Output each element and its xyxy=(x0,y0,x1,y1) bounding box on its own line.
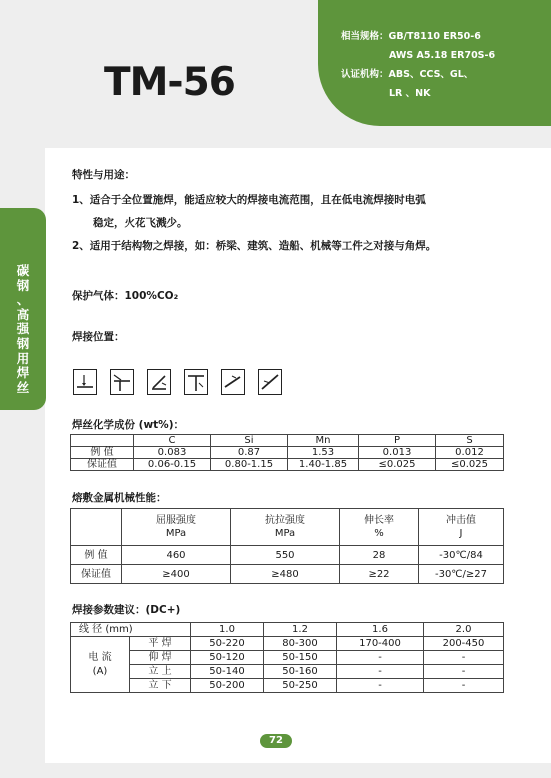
table-cell: 保证值 xyxy=(71,565,122,584)
table-cell: -30℃/84 xyxy=(419,546,504,565)
shield-gas-value: 100%CO₂ xyxy=(124,290,179,302)
table-cell: 28 xyxy=(340,546,419,565)
table-header: S xyxy=(436,435,504,447)
spec-standard-aws: AWS A5.18 ER70S-6 xyxy=(389,50,496,61)
table-cell: ≥480 xyxy=(231,565,340,584)
feature-item-1-cont: 稳定，火花飞溅少。 xyxy=(93,217,188,229)
table-row xyxy=(71,651,504,665)
chem-heading: 焊丝化学成份 (wt%)： xyxy=(72,419,184,431)
table-cell xyxy=(71,435,134,447)
cert-label: 认证机构： xyxy=(341,69,389,80)
table-cell: 1.53 xyxy=(288,447,359,459)
category-label xyxy=(0,264,46,395)
table-cell: 例 值 xyxy=(71,447,134,459)
features-heading: 特性与用途： xyxy=(72,169,135,181)
table-header: 抗拉强度 MPa xyxy=(231,509,340,546)
table-cell: - xyxy=(337,679,424,693)
category-char: 、 xyxy=(16,292,30,308)
current-unit: (A) xyxy=(92,665,108,677)
category-char: 钢 xyxy=(16,335,30,351)
table-row xyxy=(71,665,504,679)
table-cell: 170-400 xyxy=(337,637,424,651)
positions-heading: 焊接位置： xyxy=(72,331,125,343)
table-cell: -30℃/≥27 xyxy=(419,565,504,584)
current-label xyxy=(71,637,130,693)
table-cell: 550 xyxy=(231,546,340,565)
table-header: 冲击值 J xyxy=(419,509,504,546)
chem-table xyxy=(70,434,504,471)
table-cell: - xyxy=(337,651,424,665)
table-cell: 50-160 xyxy=(264,665,337,679)
table-row xyxy=(71,447,504,459)
table-cell: 0.87 xyxy=(211,447,288,459)
table-cell: ≥22 xyxy=(340,565,419,584)
table-header: 1.2 xyxy=(264,623,337,637)
table-header: 2.0 xyxy=(424,623,504,637)
table-row xyxy=(71,509,504,546)
category-char: 焊 xyxy=(16,365,30,381)
product-title: TM-56 xyxy=(104,60,235,105)
table-row xyxy=(71,546,504,565)
shield-gas-label: 保护气体： xyxy=(72,290,125,302)
spec-standard-gb: GB/T8110 ER50-6 xyxy=(388,31,481,42)
table-cell: 50-120 xyxy=(191,651,264,665)
table-cell: - xyxy=(424,651,504,665)
current-label-text: 电 流 xyxy=(88,651,112,663)
category-char: 用 xyxy=(16,350,30,366)
welding-positions xyxy=(73,369,282,395)
category-char: 高 xyxy=(16,306,30,322)
params-table xyxy=(70,622,504,693)
flat-position-icon xyxy=(73,369,97,395)
mech-heading: 熔敷金属机械性能： xyxy=(72,492,167,504)
spec-panel xyxy=(318,0,551,126)
table-cell: 0.012 xyxy=(436,447,504,459)
spec-label: 相当规格： xyxy=(341,31,389,42)
cert-bodies-2: LR 、NK xyxy=(389,88,431,99)
cert-bodies-1: ABS、CCS、GL、 xyxy=(388,69,474,80)
table-cell: 立 上 xyxy=(130,665,191,679)
table-cell: 50-250 xyxy=(264,679,337,693)
table-header: 线 径 (mm) xyxy=(71,623,191,637)
category-char: 强 xyxy=(16,321,30,337)
table-cell: 80-300 xyxy=(264,637,337,651)
table-header: P xyxy=(359,435,436,447)
table-cell: 立 下 xyxy=(130,679,191,693)
table-cell: 0.06-0.15 xyxy=(134,459,211,471)
table-row xyxy=(71,565,504,584)
table-header: Mn xyxy=(288,435,359,447)
table-cell xyxy=(71,509,122,546)
table-row xyxy=(71,459,504,471)
table-cell: - xyxy=(424,665,504,679)
params-heading: 焊接参数建议：(DC+) xyxy=(72,604,181,616)
table-cell: - xyxy=(424,679,504,693)
table-cell: 0.083 xyxy=(134,447,211,459)
table-header: 伸长率 % xyxy=(340,509,419,546)
table-cell: 50-140 xyxy=(191,665,264,679)
horizontal-butt-icon xyxy=(221,369,245,395)
table-cell: 保证值 xyxy=(71,459,134,471)
category-char: 丝 xyxy=(16,379,30,395)
table-cell: 0.80-1.15 xyxy=(211,459,288,471)
table-header: 屈服强度 MPa xyxy=(122,509,231,546)
cert-line-1 xyxy=(341,68,473,81)
table-row xyxy=(71,623,504,637)
table-cell: 0.013 xyxy=(359,447,436,459)
table-cell: 50-200 xyxy=(191,679,264,693)
feature-item-2: 2、适用于结构物之焊接，如：桥梁、建筑、造船、机械等工件之对接与角焊。 xyxy=(72,240,437,252)
table-header: C xyxy=(134,435,211,447)
t-joint-icon xyxy=(184,369,208,395)
flat-fillet-icon xyxy=(147,369,171,395)
table-cell: - xyxy=(337,665,424,679)
table-cell: 平 焊 xyxy=(130,637,191,651)
category-char: 碳 xyxy=(16,263,30,278)
horizontal-fillet-icon xyxy=(110,369,134,395)
table-cell: 50-150 xyxy=(264,651,337,665)
spec-line-1 xyxy=(341,30,481,43)
shield-gas xyxy=(72,289,178,303)
table-cell: 1.40-1.85 xyxy=(288,459,359,471)
table-cell: ≤0.025 xyxy=(436,459,504,471)
table-row xyxy=(71,637,504,651)
table-header: 1.0 xyxy=(191,623,264,637)
table-cell: 460 xyxy=(122,546,231,565)
overhead-fillet-icon xyxy=(258,369,282,395)
table-header: 1.6 xyxy=(337,623,424,637)
table-cell: 仰 焊 xyxy=(130,651,191,665)
table-row xyxy=(71,679,504,693)
mech-table xyxy=(70,508,504,584)
table-cell: ≤0.025 xyxy=(359,459,436,471)
page-number: 72 xyxy=(260,734,292,748)
table-cell: ≥400 xyxy=(122,565,231,584)
table-cell: 50-220 xyxy=(191,637,264,651)
category-char: 钢 xyxy=(16,277,30,293)
table-header: Si xyxy=(211,435,288,447)
feature-item-1: 1、适合于全位置施焊，能适应较大的焊接电流范围，且在低电流焊接时电弧 xyxy=(72,194,426,206)
bottom-band xyxy=(0,763,551,778)
table-cell: 200-450 xyxy=(424,637,504,651)
table-cell: 例 值 xyxy=(71,546,122,565)
table-row xyxy=(71,435,504,447)
